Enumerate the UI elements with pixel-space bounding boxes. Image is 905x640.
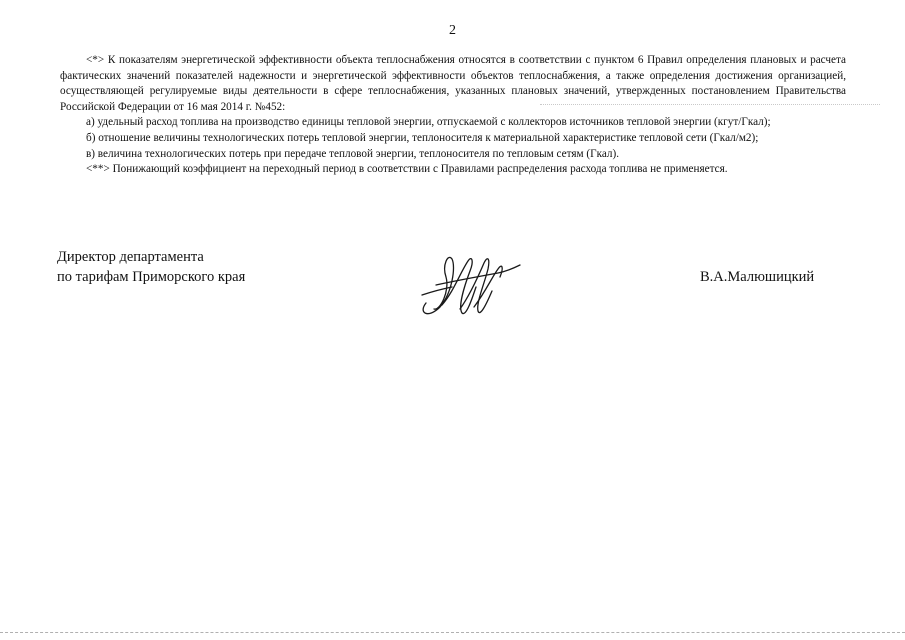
footnote-energy-efficiency: <*> К показателям энергетической эффективности объекта теплоснабжения относятся в соответствии с пунктом 6 Правил определения плановых и расчета фактических значений показателей надежности и энергетической эффективности объектов теплоснабжения, а также определения достижения организацией, осуществляющей регулируемые виды деятельности в сфере теплоснабжения, указанных плановых значений, утвержденных постановлением Правительства Российской Федерации от 16 мая 2014 г. №452: <box>60 54 846 113</box>
signatory-name: В.А.Малюшицкий <box>700 269 815 285</box>
footnote-item-b: б) отношение величины технологических потерь тепловой энергии, теплоносителя к материальной характеристике тепловой сети (Гкал/м2); <box>86 131 759 144</box>
footnote-item-a: а) удельный расход топлива на производство единицы тепловой энергии, отпускаемой с коллекторов источников тепловой энергии (кгут/Гкал); <box>86 116 771 129</box>
signatory-title-line-2: по тарифам Приморского края <box>57 269 246 285</box>
scan-bottom-edge <box>0 632 905 633</box>
signatory-title <box>57 247 245 287</box>
footnotes <box>60 53 846 178</box>
page-number: 2 <box>449 23 456 38</box>
handwritten-signature-icon <box>412 247 532 327</box>
footnote-item-c: в) величина технологических потерь при передаче тепловой энергии, теплоносителя по тепловым сетям (Гкал). <box>86 147 620 160</box>
signatory-title-line-1: Директор департамента <box>57 249 204 265</box>
footnote-reduction-coefficient: <**> Понижающий коэффициент на переходный период в соответствии с Правилами распределения расхода топлива не применяется. <box>86 163 728 176</box>
scan-artifact-line <box>540 104 880 105</box>
